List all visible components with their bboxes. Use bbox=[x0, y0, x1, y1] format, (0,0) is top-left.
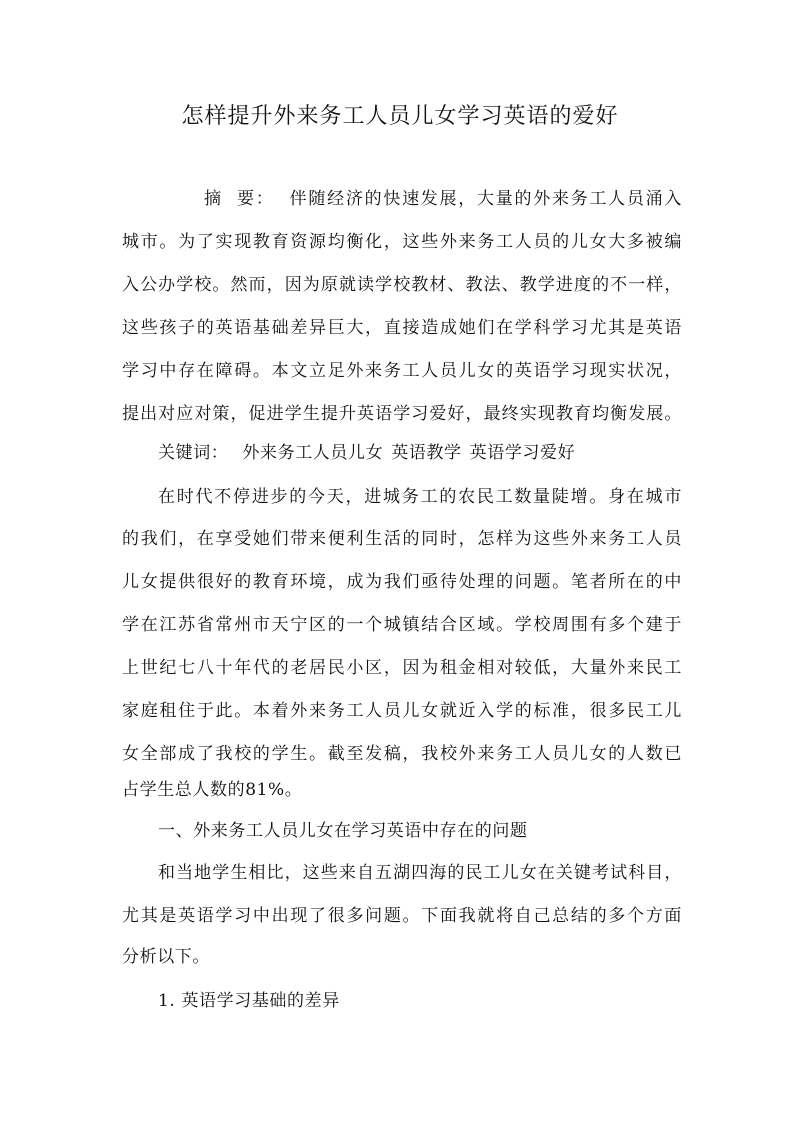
abstract-first-line bbox=[204, 186, 682, 212]
abstract-label: 摘 要： bbox=[204, 189, 275, 209]
abstract-line: 这些孩子的英语基础差异巨大，直接造成她们在学科学习尤其是英语 bbox=[122, 318, 682, 338]
intro-line: 儿女提供很好的教育环境，成为我们亟待处理的问题。笔者所在的中 bbox=[122, 572, 682, 592]
subsection-heading: 1. 英语学习基础的差异 bbox=[158, 991, 340, 1011]
keyword-item: 外来务工人员儿女 bbox=[242, 443, 384, 463]
intro-line: 在时代不停进步的今天，进城务工的农民工数量陡增。身在城市 bbox=[158, 487, 682, 507]
keyword-item: 英语教学 bbox=[391, 443, 462, 463]
abstract-line: 入公办学校。然而，因为原就读学校教材、教法、教学进度的不一样， bbox=[122, 275, 682, 295]
keywords-label: 关键词： bbox=[158, 443, 229, 463]
intro-line: 学在江苏省常州市天宁区的一个城镇结合区域。学校周围有多个建于 bbox=[122, 615, 682, 635]
intro-line: 占学生总人数的81%。 bbox=[122, 780, 303, 800]
abstract-line: 提出对应对策，促进学生提升英语学习爱好，最终实现教育均衡发展。 bbox=[122, 404, 682, 424]
abstract-line: 学习中存在障碍。本文立足外来务工人员儿女的英语学习现实状况， bbox=[122, 361, 682, 381]
intro-line: 家庭租住于此。本着外来务工人员儿女就近入学的标准，很多民工儿 bbox=[122, 701, 682, 721]
intro-line: 上世纪七八十年代的老居民小区，因为租金相对较低，大量外来民工 bbox=[122, 658, 682, 678]
keyword-item: 英语学习爱好 bbox=[469, 443, 576, 463]
intro-line: 的我们，在享受她们带来便利生活的同时，怎样为这些外来务工人员 bbox=[122, 529, 682, 549]
section-heading: 一、外来务工人员儿女在学习英语中存在的问题 bbox=[158, 821, 528, 841]
intro-line: 女全部成了我校的学生。截至发稿，我校外来务工人员儿女的人数已 bbox=[122, 744, 682, 764]
section-line: 和当地学生相比，这些来自五湖四海的民工儿女在关键考试科目， bbox=[158, 863, 682, 883]
keywords-line bbox=[158, 440, 682, 466]
abstract-line: 城市。为了实现教育资源均衡化，这些外来务工人员的儿女大多被编 bbox=[122, 232, 682, 252]
section-line: 尤其是英语学习中出现了很多问题。下面我就将自己总结的多个方面 bbox=[122, 906, 682, 926]
document-title: 怎样提升外来务工人员儿女学习英语的爱好 bbox=[181, 104, 619, 129]
abstract-line: 伴随经济的快速发展，大量的外来务工人员涌入 bbox=[288, 189, 682, 209]
section-line: 分析以下。 bbox=[122, 947, 210, 967]
